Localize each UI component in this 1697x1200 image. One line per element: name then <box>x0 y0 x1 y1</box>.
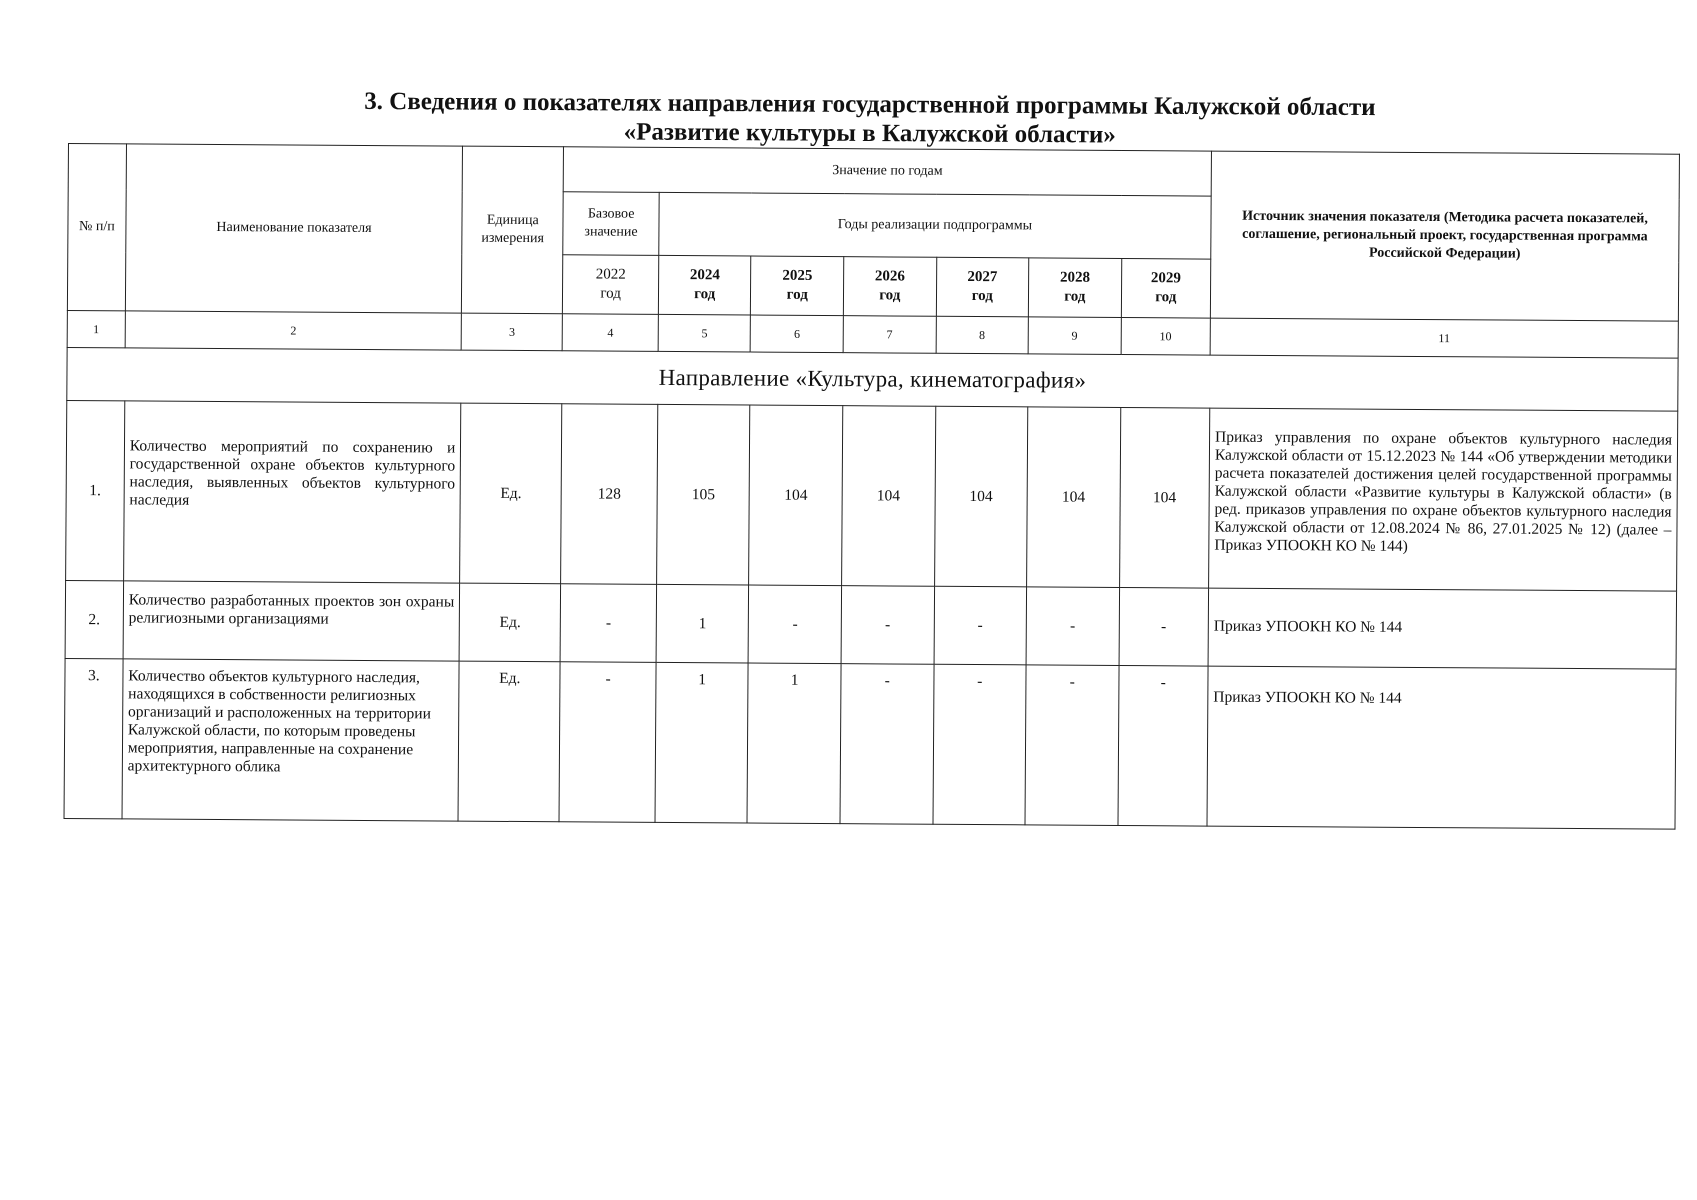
value-2029: 104 <box>1119 407 1210 588</box>
header-year-2027 <box>936 257 1029 317</box>
header-row-1 <box>68 144 1679 200</box>
value-2024: 1 <box>656 584 749 663</box>
indicator-source: Приказ управления по охране объектов культурного наследия Калужской области от 15.12.2023 № 144 «Об утверждении методики расчета показателей достижения целей государственной программы Калужской области «Развитие культуры в Калужской области» (в ред. приказов управления по охране объектов культурного наследия Калужской области от 12.08.2024 № 86, 27.01.2025 № 12) (далее – Приказ УПООКН КО № 144) <box>1209 408 1678 591</box>
value-2028: - <box>1026 587 1119 666</box>
column-number: 11 <box>1210 318 1678 358</box>
column-number: 4 <box>562 314 658 352</box>
table-row <box>65 580 1676 669</box>
indicators-table-wrapper <box>64 143 1680 830</box>
header-impl-years: Годы реализации подпрограммы <box>659 192 1211 259</box>
row-number: 3. <box>64 658 123 818</box>
value-2022: - <box>560 584 656 663</box>
column-number: 9 <box>1028 317 1121 355</box>
row-number: 1. <box>66 400 125 580</box>
value-2025: 104 <box>749 405 843 586</box>
header-base: Базовое значение <box>563 192 659 256</box>
indicator-source: Приказ УПООКН КО № 144 <box>1207 666 1676 829</box>
header-year-2022 <box>563 255 659 315</box>
table-row <box>64 658 1676 829</box>
value-2022: - <box>559 662 656 823</box>
year-label: 2022 <box>595 266 626 283</box>
title-line-2: «Развитие культуры в Калужской области» <box>623 118 1116 149</box>
table-row <box>66 400 1678 591</box>
value-2028: - <box>1025 665 1119 826</box>
value-2025: - <box>749 585 842 664</box>
year-label: 2027 <box>967 268 998 286</box>
year-label: 2026 <box>874 268 905 285</box>
value-2028: 104 <box>1027 407 1121 588</box>
value-2029: - <box>1118 665 1208 826</box>
column-number: 8 <box>936 316 1029 354</box>
value-2026: - <box>840 664 934 825</box>
indicator-source: Приказ УПООКН КО № 144 <box>1208 588 1677 669</box>
header-year-2025 <box>751 256 844 316</box>
indicator-name: Количество мероприятий по сохранению и государственной охране объектов культурного наследия, выявленных объектов культурного наследия <box>123 401 461 583</box>
year-label: 2024 <box>689 267 720 284</box>
header-year-2028 <box>1028 258 1121 318</box>
value-2027: - <box>934 586 1027 665</box>
header-year-2026 <box>843 257 936 317</box>
value-2029: - <box>1119 587 1209 666</box>
title-line-1: 3. Сведения о показателях направления государственной программы Калужской области <box>364 87 1376 122</box>
column-number: 2 <box>125 311 462 350</box>
document-title <box>160 86 1580 153</box>
year-label: 2028 <box>1059 269 1091 286</box>
indicator-unit: Ед. <box>459 583 560 662</box>
column-number: 1 <box>67 310 125 347</box>
indicator-name: Количество разработанных проектов зон охраны религиозными организациями <box>123 581 460 661</box>
value-2022: 128 <box>561 404 658 585</box>
year-label: 2025 <box>782 267 813 284</box>
year-suffix: год <box>879 287 901 304</box>
column-number: 5 <box>658 314 751 352</box>
value-2025: 1 <box>747 663 841 824</box>
year-suffix: год <box>694 286 716 303</box>
row-number: 2. <box>65 580 123 658</box>
indicator-unit: Ед. <box>458 661 560 822</box>
header-year-2029 <box>1121 258 1211 318</box>
column-number: 7 <box>843 316 936 354</box>
indicator-unit: Ед. <box>460 403 562 584</box>
column-number: 3 <box>461 313 562 351</box>
column-number: 10 <box>1121 317 1211 355</box>
header-source: Источник значения показателя (Методика расчета показателей, соглашение, региональный проект, государственная программа Российской Федерации) <box>1210 151 1679 321</box>
year-label: 2029 <box>1150 270 1181 287</box>
year-suffix: год <box>971 287 993 305</box>
header-name: Наименование показателя <box>125 144 463 313</box>
year-suffix: год <box>1155 289 1177 306</box>
column-number: 6 <box>751 315 844 353</box>
value-2027: 104 <box>934 406 1028 587</box>
year-suffix: год <box>786 286 808 303</box>
year-suffix: год <box>1064 288 1086 305</box>
value-2024: 1 <box>655 662 749 823</box>
indicator-name: Количество объектов культурного наследия, находящихся в собственности религиозных организаций и расположенных на территории Калужской области, по которым проведены мероприятия, направленные на сохранение архитектурного облика <box>122 659 460 821</box>
header-values-by-year: Значение по годам <box>563 147 1211 196</box>
header-year-2024 <box>658 255 751 315</box>
year-suffix: год <box>600 285 621 302</box>
indicators-table <box>64 143 1680 830</box>
value-2026: - <box>841 586 934 665</box>
value-2026: 104 <box>842 406 936 587</box>
header-num: № п/п <box>67 144 126 311</box>
header-unit: Единица измерения <box>462 146 564 314</box>
value-2024: 105 <box>657 404 751 585</box>
section-title: Направление «Культура, кинематография» <box>67 347 1678 411</box>
value-2027: - <box>933 664 1027 825</box>
